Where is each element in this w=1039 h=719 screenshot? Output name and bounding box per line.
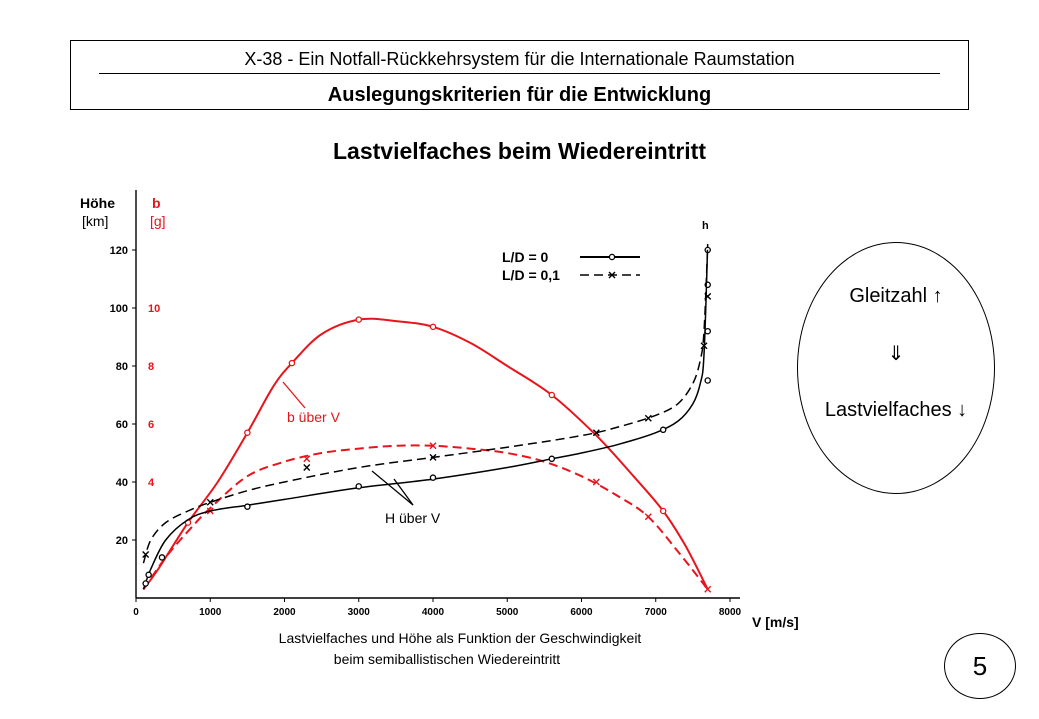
data-point-circle: [549, 392, 554, 397]
x-tick-label: 7000: [644, 607, 667, 618]
y-tick-label-b: 4: [148, 477, 155, 489]
chart-caption-line1: Lastvielfaches und Höhe als Funktion der Geschwindigkeit: [278, 630, 642, 646]
y-axis-unit-height: [km]: [82, 213, 109, 229]
x-tick-label: 6000: [570, 607, 593, 618]
x-tick-label: 4000: [421, 607, 445, 618]
y-tick-label-height: 40: [115, 477, 128, 489]
data-point-cross: [645, 514, 651, 520]
conclusion-ellipse: [797, 242, 995, 494]
annotation-h-leader: [372, 471, 413, 505]
annotation-b-leader: [283, 382, 305, 408]
y-tick-label-height: 20: [115, 535, 128, 547]
data-point-circle: [661, 508, 666, 513]
data-point-cross: [304, 465, 310, 471]
data-point-circle: [661, 427, 666, 432]
y-tick-label-b: 6: [148, 419, 155, 431]
annotation-b-label: b über V: [287, 409, 340, 425]
data-point-circle: [159, 555, 164, 560]
chart-caption-line2: beim semiballistischen Wiedereintritt: [333, 651, 561, 667]
x-tick-label: 1000: [199, 607, 222, 618]
header-title: X-38 - Ein Notfall-Rückkehrsystem für die Internationale Raumstation: [244, 49, 795, 69]
implies-arrow-icon: ⇓: [887, 343, 905, 365]
series-line-h-ld0: [143, 244, 707, 589]
legend-label-ld01: L/D = 0,1: [502, 267, 560, 283]
page-number: 5: [944, 633, 1016, 699]
data-point-circle: [289, 361, 294, 366]
x-tick-label: 8000: [718, 607, 742, 618]
x-tick-label: 2000: [273, 607, 296, 618]
lastvielfaches-label: Lastvielfaches ↓: [824, 399, 968, 421]
y-axis-label-b: b: [152, 195, 161, 211]
data-point-circle: [705, 378, 710, 383]
header-subtitle: Auslegungskriterien für die Entwicklung: [327, 84, 712, 106]
x-tick-label: 0: [133, 607, 139, 618]
x-tick-label: 3000: [347, 607, 370, 618]
y-tick-label-height: 100: [109, 303, 128, 315]
series-line-b-ld0: [143, 319, 707, 590]
data-point-circle: [356, 484, 361, 489]
data-point-circle: [146, 572, 151, 577]
data-point-circle: [245, 430, 250, 435]
y-tick-label-b: 10: [148, 303, 161, 315]
annotation-h-label: H über V: [385, 510, 441, 526]
data-point-circle: [430, 324, 435, 329]
gleitzahl-label: Gleitzahl ↑: [849, 285, 943, 307]
y-tick-label-height: 80: [115, 361, 128, 373]
data-point-circle: [549, 456, 554, 461]
y-axis-label-height: Höhe: [80, 195, 115, 211]
legend-marker-circle: [609, 254, 614, 259]
data-point-cross: [645, 415, 651, 421]
data-point-circle: [705, 329, 710, 334]
data-point-circle: [430, 475, 435, 480]
annotation-h-end: h: [702, 220, 709, 232]
x-tick-label: 5000: [496, 607, 519, 618]
y-tick-label-height: 60: [115, 419, 128, 431]
y-tick-label-height: 120: [109, 245, 128, 257]
y-tick-label-b: 8: [148, 361, 155, 373]
data-point-circle: [143, 581, 148, 586]
data-point-circle: [245, 504, 250, 509]
y-axis-unit-b: [g]: [150, 213, 166, 229]
data-point-circle: [356, 317, 361, 322]
slide-heading: Lastvielfaches beim Wiedereintritt: [332, 138, 707, 164]
x-axis-label: V [m/s]: [752, 614, 799, 630]
legend-label-ld0: L/D = 0: [502, 249, 549, 265]
